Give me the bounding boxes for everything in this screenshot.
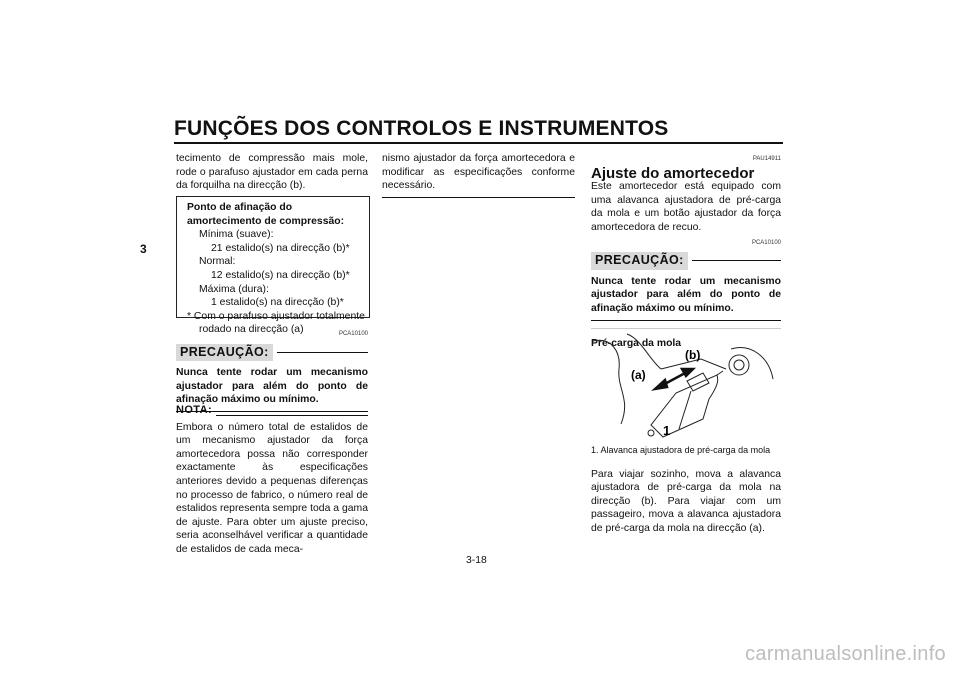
spec-min-value: 21 estalido(s) na direcção (b)*	[211, 242, 350, 254]
section-heading: Ajuste do amortecedor	[591, 164, 755, 182]
page-title: FUNÇÕES DOS CONTROLOS E INSTRUMENTOS	[174, 117, 669, 140]
shock-intro: Este amortecedor está equipado com uma alavanca ajustadora de pré-carga da mola e um botão ajustador da força amortecedora de recuo.	[591, 181, 781, 233]
nota-text: Embora o número total de estalidos de um mecanismo ajustador da força amortecedora possa não corresponder exactamente às especificações anteriores devido a pequenas diferenças no processo de fabrico, o número real de estalidos representa sempre toda a gama de ajuste. Para obter um ajuste preciso, seria aconselhável verificar a quantidade de estalidos de cada meca-	[176, 421, 368, 555]
spec-footnote-line2: rodado na direcção (a)	[199, 324, 304, 336]
nota-rule	[216, 415, 368, 416]
spec-footnote-line1: * Com o parafuso ajustador totalmente	[187, 310, 365, 322]
spec-min-label: Mínima (suave):	[199, 229, 274, 241]
left-caution	[176, 328, 368, 412]
right-caution-bottom-rule	[591, 320, 781, 321]
caution-code: PCA10100	[338, 331, 368, 337]
figure-label-a: (a)	[631, 368, 646, 382]
adjuster-knob	[729, 355, 749, 375]
caution-badge: PRECAUÇÃO:	[176, 344, 273, 362]
right-caution-header	[591, 252, 781, 270]
site-watermark: carmanualsonline.info	[745, 643, 946, 665]
preload-instructions: Para viajar sozinho, mova a alavanca ajustadora de pré-carga da mola na direcção (b). Para viajar com um passageiro, mova a alavanca ajustadora de pré-carga da mola na direcção (a).	[591, 468, 781, 534]
intro-paragraph: tecimento de compressão mais mole, rode o parafuso ajustador em cada perna da forquilha na direcção (b).	[176, 153, 368, 192]
middle-paragraph: nismo ajustador da força amortecedora e modificar as especificações conforme necessário.	[382, 153, 575, 192]
right-column-bottom	[591, 444, 781, 536]
frame-outline	[593, 340, 625, 424]
caution-text: Nunca tente rodar um mecanismo ajustador para além do ponto de afinação máximo ou mínimo.	[176, 367, 368, 406]
figure-caption: 1. Alavanca ajustadora de pré-carga da mola	[591, 445, 771, 455]
middle-rule	[382, 197, 575, 198]
spec-normal-value: 12 estalido(s) na direcção (b)*	[211, 269, 350, 281]
figure-label-b: (b)	[685, 348, 701, 362]
right-caution-code: PCA10100	[751, 239, 781, 246]
right-caution-badge: PRECAUÇÃO:	[591, 252, 688, 270]
left-column-intro	[176, 152, 368, 193]
nota-header	[176, 404, 368, 418]
spec-max-label: Máxima (dura):	[199, 283, 269, 295]
section-code: PAU14911	[752, 156, 781, 162]
spec-normal-label: Normal:	[199, 256, 236, 268]
caution-header	[176, 344, 368, 362]
middle-column	[382, 152, 575, 198]
spec-max-value: 1 estalido(s) na direcção (b)*	[211, 297, 344, 309]
preload-lever-figure	[591, 328, 781, 439]
subheading-preload: Pré-carga da mola	[591, 337, 682, 349]
right-caution-rule	[692, 260, 781, 261]
page-number: 3-18	[466, 555, 487, 566]
nota-section	[176, 404, 368, 557]
figure-label-1: 1	[663, 423, 671, 438]
caution-rule	[277, 352, 368, 353]
chapter-tab: 3	[140, 242, 147, 256]
spec-heading: Ponto de afinação do amortecimento de compressão:	[187, 202, 345, 227]
nota-label: NOTA:	[176, 404, 213, 416]
right-caution-text: Nunca tente rodar um mecanismo ajustador para além do ponto de afinação máximo ou mínimo.	[591, 275, 781, 314]
right-column	[591, 153, 781, 350]
title-rule	[174, 142, 783, 144]
